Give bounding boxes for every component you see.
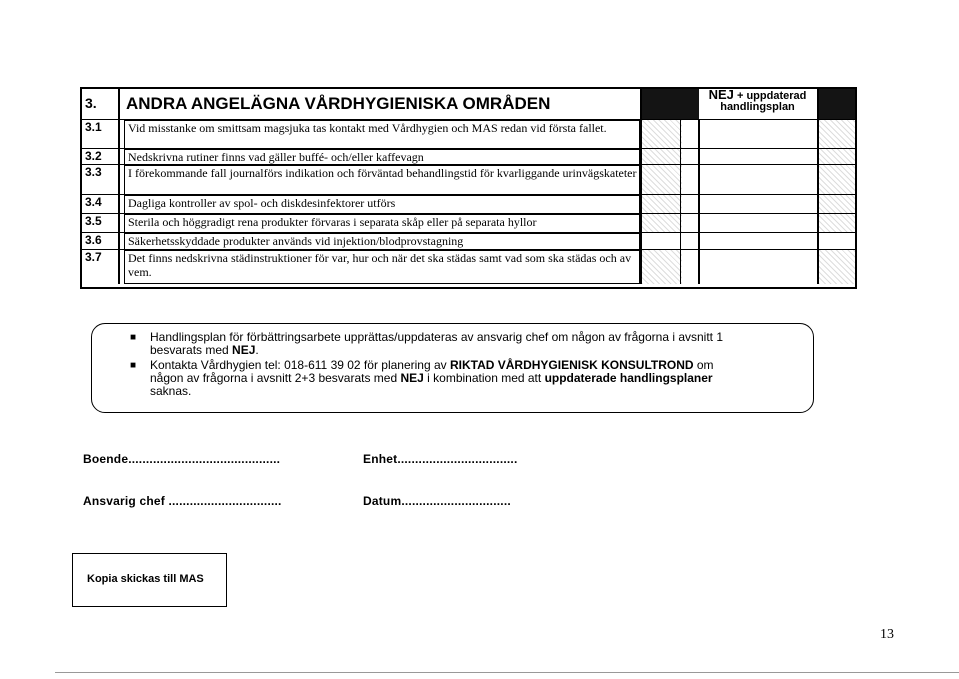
answer-box-plan[interactable] (817, 149, 855, 165)
row-number: 3.4 (82, 195, 120, 214)
section-number: 3. (82, 89, 120, 119)
table-row (82, 194, 855, 214)
bullet2-text-a: Kontakta Vårdhygien tel: 018-611 39 02 för planering av (150, 358, 450, 372)
table-row (82, 232, 855, 250)
bullet2-nej: NEJ (400, 371, 424, 385)
table-row (82, 119, 855, 149)
row-text: Sterila och höggradigt rena produkter förvaras i separata skåp eller på separata hyllor (124, 214, 640, 233)
boende-field[interactable]: Boende........................................... (83, 452, 281, 466)
copy-note: Kopia skickas till MAS (87, 573, 204, 585)
bullet2-text-e: saknas. (150, 384, 192, 398)
bullet-icon: ■ (130, 360, 137, 371)
row-number: 3.7 (82, 250, 120, 284)
bullet1-text-a: Handlingsplan för förbättringsarbete upprättas/uppdateras av ansvarig chef om någon av frågorna i avsnitt 1 (150, 330, 724, 344)
table-header-row (82, 89, 855, 119)
plus-label: + uppdaterad (736, 90, 807, 102)
answer-box-ja[interactable] (640, 214, 682, 233)
page-number: 13 (880, 627, 894, 642)
section-title: ANDRA ANGELÄGNA VÅRDHYGIENISKA OMRÅDEN (126, 94, 551, 113)
scan-edge-line (55, 672, 959, 673)
answer-box-nej[interactable] (680, 149, 700, 165)
enhet-field[interactable]: Enhet.................................. (363, 452, 518, 466)
answer-box-ja[interactable] (640, 149, 682, 165)
answer-box-plan[interactable] (817, 195, 855, 214)
answer-box-ja[interactable] (640, 165, 682, 195)
answer-box-ja[interactable] (640, 195, 682, 214)
answer-box-ja[interactable] (640, 250, 682, 284)
row-text: Säkerhetsskyddade produkter används vid injektion/blodprovstagning (124, 233, 640, 250)
plan-label: handlingsplan (720, 101, 795, 113)
answer-box-plan[interactable] (817, 165, 855, 195)
row-number: 3.5 (82, 214, 120, 233)
bullet2-text-d: i kombination med att (423, 371, 545, 385)
copy-note-box (72, 553, 227, 607)
info-bullet-1 (130, 330, 800, 357)
bullet1-nej: NEJ (232, 343, 256, 357)
bullet-icon: ■ (130, 332, 137, 343)
answer-box-nej[interactable] (680, 195, 700, 214)
answer-box-nej[interactable] (680, 120, 700, 149)
info-bullet-list (130, 330, 800, 398)
table-row (82, 148, 855, 165)
row-text: Nedskrivna rutiner finns vad gäller buffé- och/eller kaffevagn (124, 149, 640, 165)
answer-box-plan[interactable] (817, 214, 855, 233)
answer-box-plan[interactable] (817, 250, 855, 284)
bullet2-konsultrond: RIKTAD VÅRDHYGIENISK KONSULTROND (449, 358, 694, 372)
info-bullet-2 (130, 358, 800, 398)
bullet1-text-b: besvarats med (150, 343, 233, 357)
bullet2-text-b: om (693, 358, 714, 372)
answer-box-plan[interactable] (817, 233, 855, 250)
bullet1-end: . (255, 343, 259, 357)
nej-label: NEJ (708, 87, 734, 102)
answer-box-plan[interactable] (817, 120, 855, 149)
datum-field[interactable]: Datum............................... (363, 494, 511, 508)
table-row (82, 213, 855, 233)
bullet2-handlingsplaner: uppdaterade handlingsplaner (544, 371, 713, 385)
checklist-table (80, 87, 857, 289)
answer-box-nej[interactable] (680, 233, 700, 250)
table-row (82, 249, 855, 284)
header-dark-cell-right (817, 89, 855, 119)
answer-box-nej[interactable] (680, 250, 700, 284)
row-number: 3.2 (82, 149, 120, 165)
row-number: 3.6 (82, 233, 120, 250)
table-row (82, 164, 855, 195)
row-text: Vid misstanke om smittsam magsjuka tas kontakt med Vårdhygien och MAS redan vid första fallet. (124, 120, 640, 149)
row-text: I förekommande fall journalförs indikation och förväntad behandlingstid för kvarliggande urinvägskateter (124, 165, 640, 195)
answer-box-ja[interactable] (640, 233, 682, 250)
answer-box-nej[interactable] (680, 214, 700, 233)
answer-box-nej[interactable] (680, 165, 700, 195)
nej-plan-header (700, 89, 815, 113)
row-number: 3.3 (82, 165, 120, 195)
answer-box-ja[interactable] (640, 120, 682, 149)
bullet2-text-c: någon av frågorna i avsnitt 2+3 besvarats med (150, 371, 401, 385)
ansvarig-chef-field[interactable]: Ansvarig chef ................................ (83, 494, 282, 508)
row-number: 3.1 (82, 120, 120, 149)
header-dark-cell (640, 89, 699, 119)
row-text: Dagliga kontroller av spol- och diskdesinfektorer utförs (124, 195, 640, 214)
row-text: Det finns nedskrivna städinstruktioner för var, hur och när det ska städas samt vad som ska städas och av vem. (124, 250, 640, 284)
